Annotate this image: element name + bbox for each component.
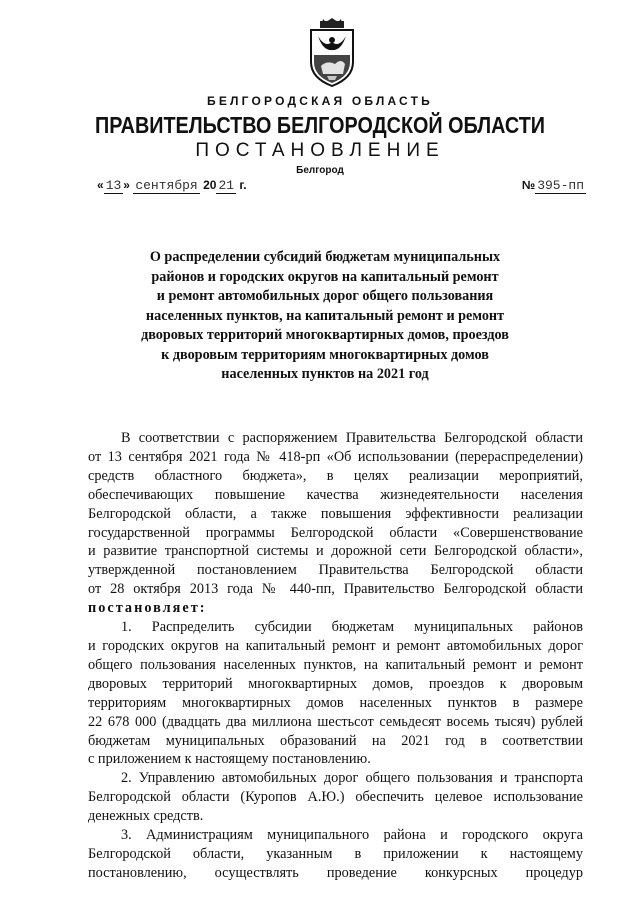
title-line: районов и городских округов на капитальный ремонт bbox=[151, 268, 499, 285]
body-line: денежных средств. bbox=[88, 808, 204, 825]
date-year-unit: г. bbox=[239, 178, 247, 192]
date-open-quote: « bbox=[97, 178, 104, 192]
body-line: государственной программы Белгородской области «Совершенствование bbox=[88, 524, 583, 541]
date-month: сентября bbox=[135, 178, 198, 193]
coat-of-arms-emblem bbox=[305, 18, 359, 88]
government-name: ПРАВИТЕЛЬСТВО БЕЛГОРОДСКОЙ ОБЛАСТИ bbox=[95, 112, 545, 138]
date-year-prefix: 20 bbox=[203, 178, 217, 192]
body-line: Белгородской области, указанным в приложении к настоящему bbox=[88, 845, 583, 862]
number-value: 395-пп bbox=[537, 178, 584, 193]
resolves-line bbox=[88, 599, 583, 618]
body-line: территориям многоквартирных домов населенных пунктов в размере bbox=[88, 694, 583, 711]
resolves-word: постановляет bbox=[88, 600, 200, 617]
document-number bbox=[522, 178, 586, 193]
city-name: Белгород bbox=[296, 165, 344, 176]
body-line: с приложением к настоящему постановлению. bbox=[88, 751, 371, 768]
document-body bbox=[88, 429, 583, 883]
body-line: бюджетам муниципальных образований на 2021 год в соответствии bbox=[88, 732, 583, 749]
body-line: В соответствии с распоряжением Правительства Белгородской области bbox=[121, 430, 583, 446]
number-prefix: № bbox=[521, 178, 536, 192]
body-line: общего пользования населенных пунктов, на капитальный ремонт и ремонт bbox=[88, 656, 583, 673]
body-line: 22 678 000 (двадцать два миллиона шестьсот семьдесят восемь тысяч) рублей bbox=[88, 713, 583, 730]
body-line: 3. Администрациям муниципального района и городского округа bbox=[121, 827, 583, 844]
preamble-paragraph bbox=[88, 429, 583, 618]
item-1-paragraph bbox=[88, 618, 583, 769]
date-year-suffix: 21 bbox=[218, 178, 235, 193]
body-line: средств областного бюджета», в целях реализации мероприятий, bbox=[88, 467, 583, 484]
title-line: и ремонт автомобильных дорог общего пользования bbox=[156, 288, 494, 304]
date-day: 13 bbox=[105, 178, 122, 193]
region-name: БЕЛГОРОДСКАЯ ОБЛАСТЬ bbox=[207, 94, 433, 108]
item-2-paragraph bbox=[88, 769, 583, 826]
body-line: Белгородской области, а также повышения эффективности реализации bbox=[88, 505, 583, 522]
body-line: и развитие транспортной системы и дорожной сети Белгородской области», bbox=[88, 543, 583, 560]
item-3-paragraph bbox=[88, 826, 583, 883]
body-line: 2. Управлению автомобильных дорог общего пользования и транспорта bbox=[121, 770, 583, 787]
date-close-quote: » bbox=[123, 178, 130, 192]
document-type: ПОСТАНОВЛЕНИЕ bbox=[195, 140, 445, 161]
document-title bbox=[120, 248, 530, 385]
body-line: 1. Распределить субсидии бюджетам муниципальных районов bbox=[121, 619, 583, 636]
body-line: утвержденной постановлением Правительства Белгородской области bbox=[88, 562, 583, 579]
title-line: населенных пунктов, на капитальный ремонт и ремонт bbox=[145, 307, 505, 324]
document-date bbox=[97, 178, 247, 193]
body-line: Белгородской области (Куропов А.Ю.) обеспечить целевое использование bbox=[88, 789, 583, 806]
body-line: дворовых территорий многоквартирных домов, проездов к дворовым bbox=[88, 675, 583, 692]
title-line: к дворовым территориям многоквартирных домов bbox=[161, 346, 489, 363]
title-line: населенных пунктов на 2021 год bbox=[221, 366, 429, 382]
resolves-colon: : bbox=[199, 600, 205, 617]
body-line: обеспечивающих повышение качества жизнедеятельности населения bbox=[88, 486, 583, 503]
body-line: и городских округов на капитальный ремонт и ремонт автомобильных дорог bbox=[88, 637, 583, 654]
body-line: от 13 сентября 2021 года № 418-рп «Об использовании (перераспределении) bbox=[88, 448, 583, 465]
title-line: дворовых территорий многоквартирных домов, проездов bbox=[141, 327, 509, 343]
body-line: от 28 октября 2013 года № 440-пп, Правительство Белгородской области bbox=[88, 581, 583, 598]
body-line: постановлению, осуществлять проведение конкурсных процедур bbox=[88, 864, 583, 881]
title-line: О распределении субсидий бюджетам муниципальных bbox=[149, 249, 501, 265]
